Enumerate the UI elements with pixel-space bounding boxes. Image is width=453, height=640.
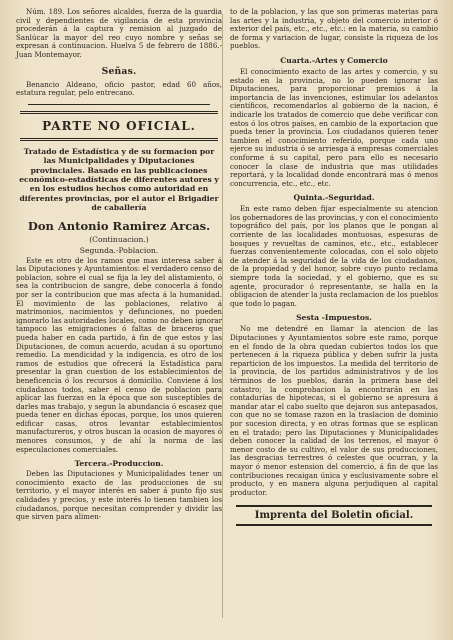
artes-text: El conocimiento exacto de las artes y comercio, y su estado en la provincia, no lo pueden ignorar las Diputaciones, para proporcionar premios á la importancia de las invenciones, estimular los adelantos científicos, recomendarlos al gobierno de la nacion, é indicarle los tratados de comercio que debe verificar con estos ó los otros países, en cambio de la exportacion que pueda tener la provincia. Los ciudadanos quieren tener tambien el conocimiento referido, porque cada uno ejerce su industria ó se arriesga á empresas comerciales conforme á su capital, pero para ello es necesario conocer la clase de industria que mas utilidades reportará, y la localidad donde encontrará mas ó menos concurrencia, etc., etc., etc. — [230, 66, 438, 188]
continuation-label: (Continuacion.) — [89, 234, 149, 244]
poblacion-text: Este es otro de los ramos que mas interesa saber á las Diputaciones y Ayuntamientos: el verdadero censo de poblacion, sobre el cual se fija la ley del alistamiento, ó sea la contribucion de sangre, debe conocerla á fondo por ser la contribucion que mas afecta á la humanidad. El movimiento de las poblaciones, relativo á matrimonios, nacimientos y defunciones, no pueden ignorarlo las autoridades locales, como no deben ignorar tampoco las emigraciones ó faltas de braceros que pueda haber en cada partido, á fin de que estos y las Diputaciones, de comun acuerdo, acudan á su oportuno remedio. La mendicidad y la indigencia, es otro de los ramos de estudios que ofrecerá la Estadística para presentar la gran cuestion de los establecimientos de beneficencia ó los recursos á domicilio. Conviene á los ciudadanos todos, saber el censo de poblacion para aplicar las fuerzas en la época que son susceptibles de darles mas trabajo, y segun la abundancia ó escasez que pueda tener en dichas épocas, porque, los unos quieren edificar casas, otros levantar establecimientos manufactureros, y otros buscan la ocasion de mayores ó menores consumos, y de ahí la norma de las especulaciones comerciales. — [16, 255, 222, 454]
section-impuestos-heading: Sesta -Impuestos. — [296, 313, 372, 323]
seguridad-text: En este ramo deben fijar especialmente su atencion los gobernadores de las provincias, y con el conocimiento topográfico del país, por los planos que le pongan al corriente de las localidades montuosas, espesuras de bosques y revueltas de caminos, etc., etc., establecer fuerzas convenientemente colocadas, con el solo objeto de atender á la seguridad de la vida de los ciudadanos, de la propiedad y del honor, sobre cuyo punto reclama siempre toda la sociedad, y el gobierno, que es su agente, procurador ó representante, se halla en la obligacion de atender la justa reclamacion de los pueblos que todo lo pagan. — [230, 204, 438, 308]
senas-text: Benancio Aldeano, oficio pastor, edad 60 años, estatura regular, pelo entrecano. — [16, 79, 222, 98]
continued-text: to de la poblacion, y las que son primeras materias para las artes y la industria, y objeto del comercio interior ó exterior del país, etc., etc., etc.: en la materia, su cambio de forma y variacion de lugar, consiste la riqueza de los pueblos. — [230, 7, 438, 51]
article-title: Tratado de Estadística y de su formacion por las Municipalidades y Diputaciones provinciales. Basado en las publicaciones económico-estadísticas de diferentes autores y en los estudios hechos como autoridad en diferentes provincias, por el autor el Brigadier de caballería — [19, 146, 219, 213]
section-poblacion-heading: Segunda.-Poblacion. — [79, 245, 159, 255]
section-seguridad-heading: Quinta.-Seguridad. — [293, 193, 375, 203]
author-name: Don Antonio Ramirez Arcas. — [27, 218, 211, 233]
right-column — [230, 8, 438, 526]
section-produccion-heading: Tercera.-Produccion. — [74, 459, 164, 469]
left-column — [16, 8, 222, 522]
capture-notice: Núm. 189. Los señores alcaldes, fuerza de la guardia civil y dependientes de vigilancia de esta provincia procederán á la captura y remision al juzgado de Sanlúcar la mayor del reo cuyo nombre y señas se expresan á continuacion. Huelva 5 de febrero de 1886.-Juan Montemayor. — [16, 7, 222, 59]
separator-rule — [28, 104, 210, 105]
senas-heading: Señas. — [101, 65, 137, 77]
part-title: PARTE NO OFICIAL. — [20, 111, 218, 141]
column-divider — [222, 14, 223, 618]
imprenta-footer: Imprenta del Boletin oficial. — [236, 505, 432, 526]
section-artes-heading: Cuarta.-Artes y Comercio — [280, 55, 388, 65]
impuestos-text: No me detendré en llamar la atencion de las Diputaciones y Ayuntamientos sobre este ramo, porque en el fondo de la obra quedan cubiertos todos los que pertenecen á la riqueza pública y deben sufrir la justa reparticion de los impuestos. La medida del territorio de la provincia, de los partidos administrativos y de los términos de los pueblos, darán la primera base del catastro; la comprobacion la encontrarán en las contadurías de hipotecas, si el gobierno se apresura á mandar atar el cabo suelto que dejaron sus antepasados, con que no se tomase razon en la traslacion de dominio por sucesion directa, y en otras formas que se esplican en el tratado; pero las Diputaciones y Municipalidades deben conocer la calidad de los terrenos, el mayor ó menor costo de su cultivo, el valor de sus producciones, las desgracias terrestres ó celestes que ocurran, y la mayor ó menor estension del comercio, á fin de que las contribuciones recaigan única y esclusivamente sobre el producto, y en manera alguna perjudiquen al capital productor. — [230, 324, 438, 497]
produccion-text: Deben las Diputaciones y Municipalidades tener un conocimiento exacto de las producciones de su territorio, y el mayor interés en saber á punto fijo sus calidades y precios, y este interés lo tienen tambien los ciudadanos, porque necesitan comprender y dividir las que sirven para alimen- — [16, 469, 222, 522]
